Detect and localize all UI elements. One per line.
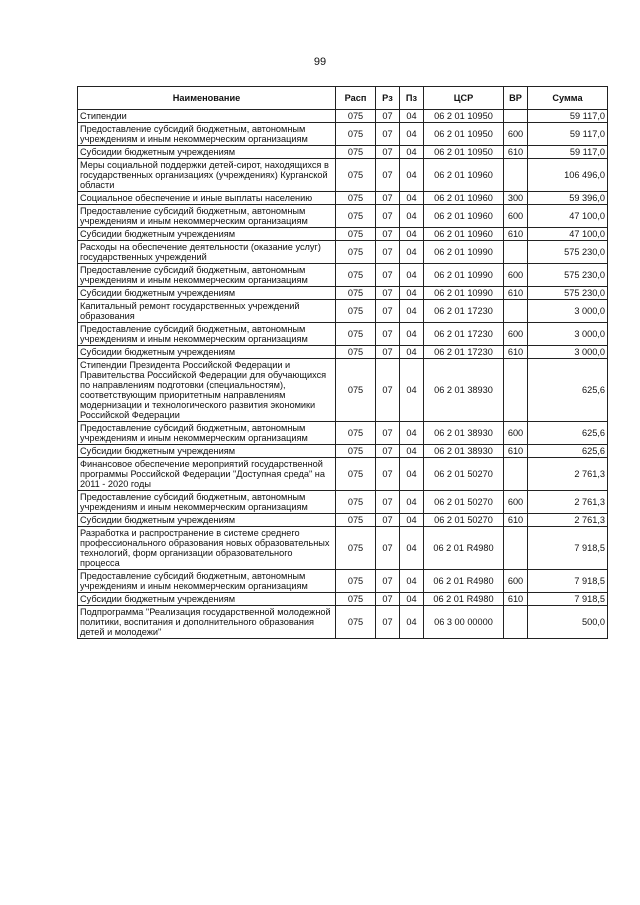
cell-rasp: 075 [336, 570, 376, 593]
cell-rasp: 075 [336, 323, 376, 346]
table-row [78, 346, 608, 359]
cell-sum: 625,6 [528, 359, 608, 422]
cell-rasp: 075 [336, 458, 376, 491]
cell-rz: 07 [376, 300, 400, 323]
cell-rasp: 075 [336, 527, 376, 570]
cell-pz: 04 [400, 458, 424, 491]
cell-pz: 04 [400, 422, 424, 445]
cell-sum: 59 117,0 [528, 110, 608, 123]
cell-rz: 07 [376, 241, 400, 264]
cell-pz: 04 [400, 606, 424, 639]
cell-rz: 07 [376, 205, 400, 228]
cell-rz: 07 [376, 346, 400, 359]
cell-vr: 610 [504, 228, 528, 241]
cell-vr: 600 [504, 491, 528, 514]
cell-name: Стипендии Президента Российской Федерации и Правительства Российской Федерации для обучающихся по направлениям подготовки (специальностям), соответствующим приоритетным направлениям модернизации и технологического развития экономики Российской Федерации [78, 359, 336, 422]
cell-vr [504, 458, 528, 491]
cell-sum: 3 000,0 [528, 300, 608, 323]
header-vr: ВР [504, 87, 528, 110]
table-row [78, 606, 608, 639]
cell-pz: 04 [400, 205, 424, 228]
cell-rasp: 075 [336, 445, 376, 458]
cell-csr: 06 3 00 00000 [424, 606, 504, 639]
cell-sum: 2 761,3 [528, 491, 608, 514]
cell-csr: 06 2 01 10950 [424, 123, 504, 146]
cell-pz: 04 [400, 110, 424, 123]
cell-sum: 106 496,0 [528, 159, 608, 192]
header-rasp: Расп [336, 87, 376, 110]
cell-name: Субсидии бюджетным учреждениям [78, 146, 336, 159]
table-row [78, 110, 608, 123]
cell-rz: 07 [376, 159, 400, 192]
cell-rz: 07 [376, 146, 400, 159]
cell-sum: 7 918,5 [528, 570, 608, 593]
cell-vr: 300 [504, 192, 528, 205]
cell-sum: 7 918,5 [528, 527, 608, 570]
table-row [78, 159, 608, 192]
cell-rasp: 075 [336, 110, 376, 123]
page-number: 99 [313, 56, 327, 68]
cell-sum: 2 761,3 [528, 458, 608, 491]
cell-csr: 06 2 01 17230 [424, 346, 504, 359]
cell-vr [504, 359, 528, 422]
table-row [78, 300, 608, 323]
cell-name: Субсидии бюджетным учреждениям [78, 593, 336, 606]
cell-csr: 06 2 01 50270 [424, 491, 504, 514]
cell-csr: 06 2 01 10960 [424, 192, 504, 205]
cell-name: Предоставление субсидий бюджетным, автономным учреждениям и иным некоммерческим организациям [78, 323, 336, 346]
header-csr: ЦСР [424, 87, 504, 110]
cell-name: Социальное обеспечение и иные выплаты населению [78, 192, 336, 205]
cell-vr: 600 [504, 264, 528, 287]
table-row [78, 241, 608, 264]
cell-name: Подпрограмма "Реализация государственной молодежной политики, воспитания и дополнительного образования детей и молодежи" [78, 606, 336, 639]
cell-pz: 04 [400, 346, 424, 359]
cell-pz: 04 [400, 570, 424, 593]
cell-sum: 3 000,0 [528, 346, 608, 359]
cell-sum: 575 230,0 [528, 241, 608, 264]
cell-name: Предоставление субсидий бюджетным, автономным учреждениям и иным некоммерческим организациям [78, 570, 336, 593]
cell-rasp: 075 [336, 159, 376, 192]
cell-pz: 04 [400, 527, 424, 570]
cell-rz: 07 [376, 323, 400, 346]
cell-rz: 07 [376, 359, 400, 422]
cell-vr [504, 241, 528, 264]
table-row [78, 359, 608, 422]
cell-sum: 7 918,5 [528, 593, 608, 606]
cell-name: Субсидии бюджетным учреждениям [78, 228, 336, 241]
table-header-row [78, 87, 608, 110]
cell-rz: 07 [376, 593, 400, 606]
cell-pz: 04 [400, 264, 424, 287]
cell-csr: 06 2 01 17230 [424, 300, 504, 323]
cell-pz: 04 [400, 159, 424, 192]
cell-sum: 59 396,0 [528, 192, 608, 205]
cell-rasp: 075 [336, 491, 376, 514]
cell-name: Стипендии [78, 110, 336, 123]
cell-rz: 07 [376, 123, 400, 146]
cell-sum: 47 100,0 [528, 205, 608, 228]
cell-rasp: 075 [336, 241, 376, 264]
cell-csr: 06 2 01 R4980 [424, 593, 504, 606]
cell-rasp: 075 [336, 514, 376, 527]
cell-csr: 06 2 01 38930 [424, 359, 504, 422]
cell-pz: 04 [400, 146, 424, 159]
cell-rz: 07 [376, 606, 400, 639]
table-row [78, 146, 608, 159]
cell-sum: 625,6 [528, 422, 608, 445]
cell-vr: 610 [504, 514, 528, 527]
cell-pz: 04 [400, 300, 424, 323]
table-row [78, 491, 608, 514]
table-row [78, 593, 608, 606]
cell-vr: 600 [504, 205, 528, 228]
cell-pz: 04 [400, 323, 424, 346]
cell-rz: 07 [376, 514, 400, 527]
cell-vr: 600 [504, 570, 528, 593]
cell-pz: 04 [400, 491, 424, 514]
cell-vr: 600 [504, 323, 528, 346]
cell-csr: 06 2 01 50270 [424, 458, 504, 491]
cell-pz: 04 [400, 287, 424, 300]
cell-name: Расходы на обеспечение деятельности (оказание услуг) государственных учреждений [78, 241, 336, 264]
cell-pz: 04 [400, 192, 424, 205]
cell-rasp: 075 [336, 346, 376, 359]
table-row [78, 527, 608, 570]
cell-csr: 06 2 01 R4980 [424, 527, 504, 570]
table-row [78, 228, 608, 241]
table-row [78, 570, 608, 593]
cell-pz: 04 [400, 593, 424, 606]
cell-pz: 04 [400, 228, 424, 241]
cell-name: Субсидии бюджетным учреждениям [78, 445, 336, 458]
cell-csr: 06 2 01 10960 [424, 159, 504, 192]
cell-vr [504, 159, 528, 192]
cell-rz: 07 [376, 445, 400, 458]
cell-rasp: 075 [336, 300, 376, 323]
cell-sum: 2 761,3 [528, 514, 608, 527]
cell-rz: 07 [376, 228, 400, 241]
cell-rasp: 075 [336, 192, 376, 205]
cell-vr: 610 [504, 146, 528, 159]
cell-vr: 610 [504, 445, 528, 458]
table-row [78, 192, 608, 205]
cell-sum: 59 117,0 [528, 146, 608, 159]
cell-sum: 500,0 [528, 606, 608, 639]
cell-sum: 47 100,0 [528, 228, 608, 241]
cell-name: Субсидии бюджетным учреждениям [78, 346, 336, 359]
cell-rasp: 075 [336, 593, 376, 606]
cell-vr: 610 [504, 287, 528, 300]
cell-rasp: 075 [336, 287, 376, 300]
cell-csr: 06 2 01 R4980 [424, 570, 504, 593]
cell-csr: 06 2 01 10950 [424, 110, 504, 123]
table-row [78, 264, 608, 287]
cell-rz: 07 [376, 570, 400, 593]
cell-csr: 06 2 01 38930 [424, 445, 504, 458]
cell-sum: 3 000,0 [528, 323, 608, 346]
cell-rz: 07 [376, 192, 400, 205]
cell-rasp: 075 [336, 606, 376, 639]
table-body [78, 110, 608, 639]
cell-name: Меры социальной поддержки детей-сирот, находящихся в государственных организациях (учреждениях) Курганской области [78, 159, 336, 192]
cell-vr [504, 606, 528, 639]
cell-rz: 07 [376, 491, 400, 514]
cell-rasp: 075 [336, 146, 376, 159]
header-name: Наименование [78, 87, 336, 110]
cell-vr: 600 [504, 123, 528, 146]
cell-rz: 07 [376, 527, 400, 570]
cell-vr [504, 110, 528, 123]
cell-name: Предоставление субсидий бюджетным, автономным учреждениям и иным некоммерческим организациям [78, 264, 336, 287]
cell-name: Субсидии бюджетным учреждениям [78, 514, 336, 527]
cell-rasp: 075 [336, 205, 376, 228]
cell-name: Капитальный ремонт государственных учреждений образования [78, 300, 336, 323]
table-row [78, 287, 608, 300]
cell-csr: 06 2 01 10950 [424, 146, 504, 159]
cell-name: Предоставление субсидий бюджетным, автономным учреждениям и иным некоммерческим организациям [78, 205, 336, 228]
cell-sum: 625,6 [528, 445, 608, 458]
cell-rz: 07 [376, 458, 400, 491]
header-sum: Сумма [528, 87, 608, 110]
cell-rasp: 075 [336, 359, 376, 422]
cell-rz: 07 [376, 264, 400, 287]
cell-vr [504, 527, 528, 570]
cell-name: Предоставление субсидий бюджетным, автономным учреждениям и иным некоммерческим организациям [78, 123, 336, 146]
table-row [78, 323, 608, 346]
table-row [78, 458, 608, 491]
cell-csr: 06 2 01 10990 [424, 287, 504, 300]
budget-table [77, 86, 608, 639]
header-rz: Рз [376, 87, 400, 110]
cell-csr: 06 2 01 38930 [424, 422, 504, 445]
cell-vr: 610 [504, 346, 528, 359]
cell-sum: 575 230,0 [528, 287, 608, 300]
table-row [78, 422, 608, 445]
cell-name: Субсидии бюджетным учреждениям [78, 287, 336, 300]
cell-rasp: 075 [336, 264, 376, 287]
table-row [78, 445, 608, 458]
cell-sum: 575 230,0 [528, 264, 608, 287]
cell-name: Финансовое обеспечение мероприятий государственной программы Российской Федерации "Доступная среда" на 2011 - 2020 годы [78, 458, 336, 491]
cell-csr: 06 2 01 10960 [424, 228, 504, 241]
cell-csr: 06 2 01 10960 [424, 205, 504, 228]
table-row [78, 123, 608, 146]
table-row [78, 205, 608, 228]
cell-rasp: 075 [336, 422, 376, 445]
cell-rz: 07 [376, 422, 400, 445]
cell-rz: 07 [376, 110, 400, 123]
cell-name: Предоставление субсидий бюджетным, автономным учреждениям и иным некоммерческим организациям [78, 491, 336, 514]
header-pz: Пз [400, 87, 424, 110]
cell-pz: 04 [400, 241, 424, 264]
cell-csr: 06 2 01 10990 [424, 241, 504, 264]
cell-vr [504, 300, 528, 323]
cell-pz: 04 [400, 123, 424, 146]
cell-pz: 04 [400, 359, 424, 422]
cell-vr: 600 [504, 422, 528, 445]
cell-rasp: 075 [336, 228, 376, 241]
cell-csr: 06 2 01 17230 [424, 323, 504, 346]
cell-csr: 06 2 01 10990 [424, 264, 504, 287]
cell-name: Разработка и распространение в системе среднего профессионального образования новых образовательных технологий, форм организации образовательного процесса [78, 527, 336, 570]
cell-rasp: 075 [336, 123, 376, 146]
cell-csr: 06 2 01 50270 [424, 514, 504, 527]
cell-name: Предоставление субсидий бюджетным, автономным учреждениям и иным некоммерческим организациям [78, 422, 336, 445]
cell-pz: 04 [400, 514, 424, 527]
cell-rz: 07 [376, 287, 400, 300]
cell-vr: 610 [504, 593, 528, 606]
cell-pz: 04 [400, 445, 424, 458]
table-row [78, 514, 608, 527]
cell-sum: 59 117,0 [528, 123, 608, 146]
